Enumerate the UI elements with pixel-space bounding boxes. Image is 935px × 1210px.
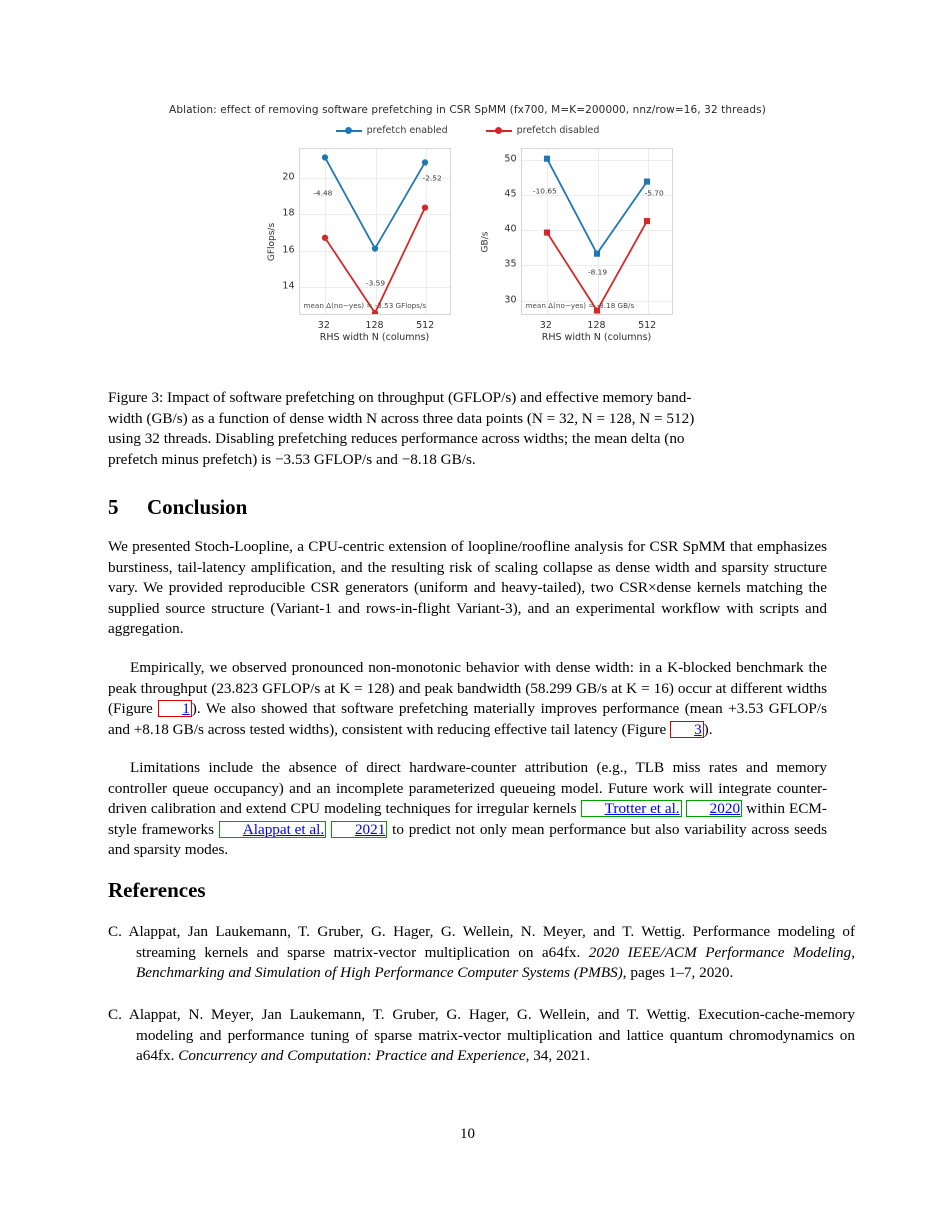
legend-swatch-blue [336, 126, 362, 136]
chart-throughput [257, 142, 457, 342]
y-axis-tick-label: 30 [504, 294, 517, 306]
x-axis-tick-label: 512 [416, 320, 435, 331]
data-point-marker [421, 204, 427, 210]
chart-throughput-ylabel: GFlops/s [266, 222, 277, 262]
conclusion-paragraph-1: We presented Stoch-Loopline, a CPU-centric extension of loopline/roofline analysis for CSR SpMM that emphasizes burstiness, tail-latency amplification, and the resulting risk of scaling collapse as dense width and sparsity structure vary. We provided reproducible CSR generators (uniform and heavy-tailed), two CSR×dense kernels matching the supplied source structure (Variant-1 and rows-in-flight Variant-3), and an experimental workflow with scripts and aggregation. [108, 538, 827, 638]
para3-text-c: to predict not only mean performance but also variability across seeds and sparsity modes. [108, 820, 828, 859]
reference-2-venue: Concurrency and Computation: Practice and Experience [178, 1047, 526, 1065]
conclusion-paragraph-3 [108, 758, 827, 861]
charts-row [0, 142, 935, 342]
chart-throughput-mean-note: mean Δ(no−yes) = -3.53 GFlops/s [303, 301, 427, 310]
reference-2-tail: , 34, 2021. [525, 1047, 591, 1065]
chart-bandwidth [479, 142, 679, 342]
legend-item-prefetch-disabled[interactable] [486, 125, 600, 136]
data-point-marker [321, 235, 327, 241]
y-axis-tick-label: 18 [282, 207, 295, 219]
para3-text-a: Limitations include the absence of direct hardware-counter attribution (e.g., TLB miss rates and memory controller queue occupancy) and an incomplete parameterized queueing model. Future work will integrate counter-driven calibration and extend CPU modeling techniques for irregular kernels [108, 759, 827, 818]
x-axis-tick-label: 32 [317, 320, 330, 331]
series-line [325, 208, 425, 313]
caption-line-1: Figure 3: Impact of software prefetching on throughput (GFLOP/s) and effective memory band- [108, 389, 692, 406]
citation-trotter-year-link[interactable]: 2020 [686, 800, 742, 817]
legend-label-prefetch-disabled: prefetch disabled [516, 125, 600, 136]
delta-annotation: -8.19 [587, 267, 608, 277]
citation-alappat-year-link[interactable]: 2021 [331, 821, 387, 838]
data-point-marker [543, 229, 549, 235]
legend-swatch-red [486, 126, 512, 136]
citation-alappat-author-link[interactable]: Alappat et al. [219, 821, 326, 838]
caption-line-2: width (GB/s) as a function of dense width N across three data points (N = 32, N = 128, N = 512) [108, 409, 695, 427]
series-line [547, 221, 647, 310]
chart-title: Ablation: effect of removing software prefetching in CSR SpMM (fx700, M=K=200000, nnz/row=16, 32 threads) [169, 104, 766, 116]
series-line [547, 159, 647, 254]
page-number: 10 [460, 1126, 475, 1142]
data-point-marker [371, 245, 377, 251]
x-axis-tick-label: 512 [638, 320, 657, 331]
chart-bandwidth-plot [521, 148, 673, 315]
x-axis-tick-label: 128 [365, 320, 384, 331]
y-axis-tick-label: 35 [504, 258, 517, 270]
legend-item-prefetch-enabled[interactable] [336, 125, 448, 136]
chart-bandwidth-xlabel: RHS width N (columns) [541, 332, 652, 343]
para2-text-b: ). We also showed that software prefetching materially improves performance (mean +3.53 GFLOP/s and +8.18 GB/s across tested widths), consistent with reducing effective tail latency (Figure [108, 700, 827, 738]
data-point-marker [593, 251, 599, 257]
chart-throughput-xlabel: RHS width N (columns) [319, 332, 430, 343]
reference-1-authors-title: C. Alappat, Jan Laukemann, T. Gruber, G. Hager, G. Wellein, N. Meyer, and T. Wettig. Performance modeling of streaming kernels and sparse matrix-vector multiplication on a64fx. [108, 923, 855, 961]
data-point-marker [421, 159, 427, 165]
y-axis-tick-label: 45 [504, 188, 517, 200]
caption-line-4: prefetch minus prefetch) is −3.53 GFLOP/s and −8.18 GB/s. [108, 450, 476, 468]
reference-item-1 [108, 922, 855, 984]
section-title: Conclusion [147, 495, 248, 519]
delta-annotation: -4.48 [313, 188, 333, 198]
x-axis-tick-label: 128 [587, 320, 606, 331]
legend-label-prefetch-enabled: prefetch enabled [366, 125, 448, 136]
data-point-marker [643, 179, 649, 185]
chart-bandwidth-ylabel: GB/s [479, 231, 490, 253]
para2-text-a: Empirically, we observed pronounced non-monotonic behavior with dense width: in a K-blocked benchmark the peak throughput (23.823 GFLOP/s at K = 128) and peak bandwidth (58.299 GB/s at K = 16) occur at different widths (Figure [108, 659, 827, 718]
reference-item-2 [108, 1005, 855, 1067]
references-heading: References [108, 878, 206, 902]
citation-trotter-author-link[interactable]: Trotter et al. [581, 800, 682, 817]
data-point-marker [643, 218, 649, 224]
figure-3-reference-link[interactable]: 3 [670, 721, 704, 738]
section-heading-conclusion [108, 495, 247, 520]
y-axis-tick-label: 16 [282, 244, 295, 256]
delta-annotation: -5.70 [644, 188, 664, 198]
chart-bandwidth-svg [522, 149, 672, 314]
y-axis-tick-label: 40 [504, 223, 517, 235]
caption-line-3: using 32 threads. Disabling prefetching reduces performance across widths; the mean delta (no [108, 430, 685, 448]
y-axis-tick-label: 14 [282, 280, 295, 292]
figure-3 [0, 104, 935, 342]
data-point-marker [543, 156, 549, 162]
figure-1-reference-link[interactable]: 1 [158, 700, 192, 717]
chart-bandwidth-mean-note: mean Δ(no−yes) = -8.18 GB/s [525, 301, 635, 310]
para3-text-b: within ECM-style frameworks [108, 800, 827, 838]
reference-2-authors-title: C. Alappat, N. Meyer, Jan Laukemann, T. Gruber, G. Hager, G. Wellein, and T. Wettig. Execution-cache-memory modeling and performance tuning of sparse matrix-vector multiplication and lattice quantum chromodynamics on a64fx. [108, 1006, 855, 1065]
figure-caption [108, 388, 827, 470]
reference-1-tail: , pages 1–7, 2020. [622, 964, 734, 982]
chart-throughput-plot [299, 148, 451, 315]
delta-annotation: -2.52 [422, 173, 442, 183]
chart-legend [0, 125, 935, 136]
y-axis-tick-label: 50 [504, 153, 517, 165]
series-line [325, 157, 425, 248]
data-point-marker [321, 154, 327, 160]
section-number: 5 [108, 495, 119, 519]
para2-text-c: ). [703, 720, 713, 738]
delta-annotation: -10.65 [532, 186, 557, 196]
delta-annotation: -3.59 [365, 278, 386, 288]
x-axis-tick-label: 32 [539, 320, 552, 331]
conclusion-paragraph-2 [108, 658, 827, 740]
y-axis-tick-label: 20 [282, 171, 295, 183]
reference-1-venue: 2020 IEEE/ACM Performance Modeling, Benchmarking and Simulation of High Performance Computer Systems (PMBS) [136, 943, 855, 982]
